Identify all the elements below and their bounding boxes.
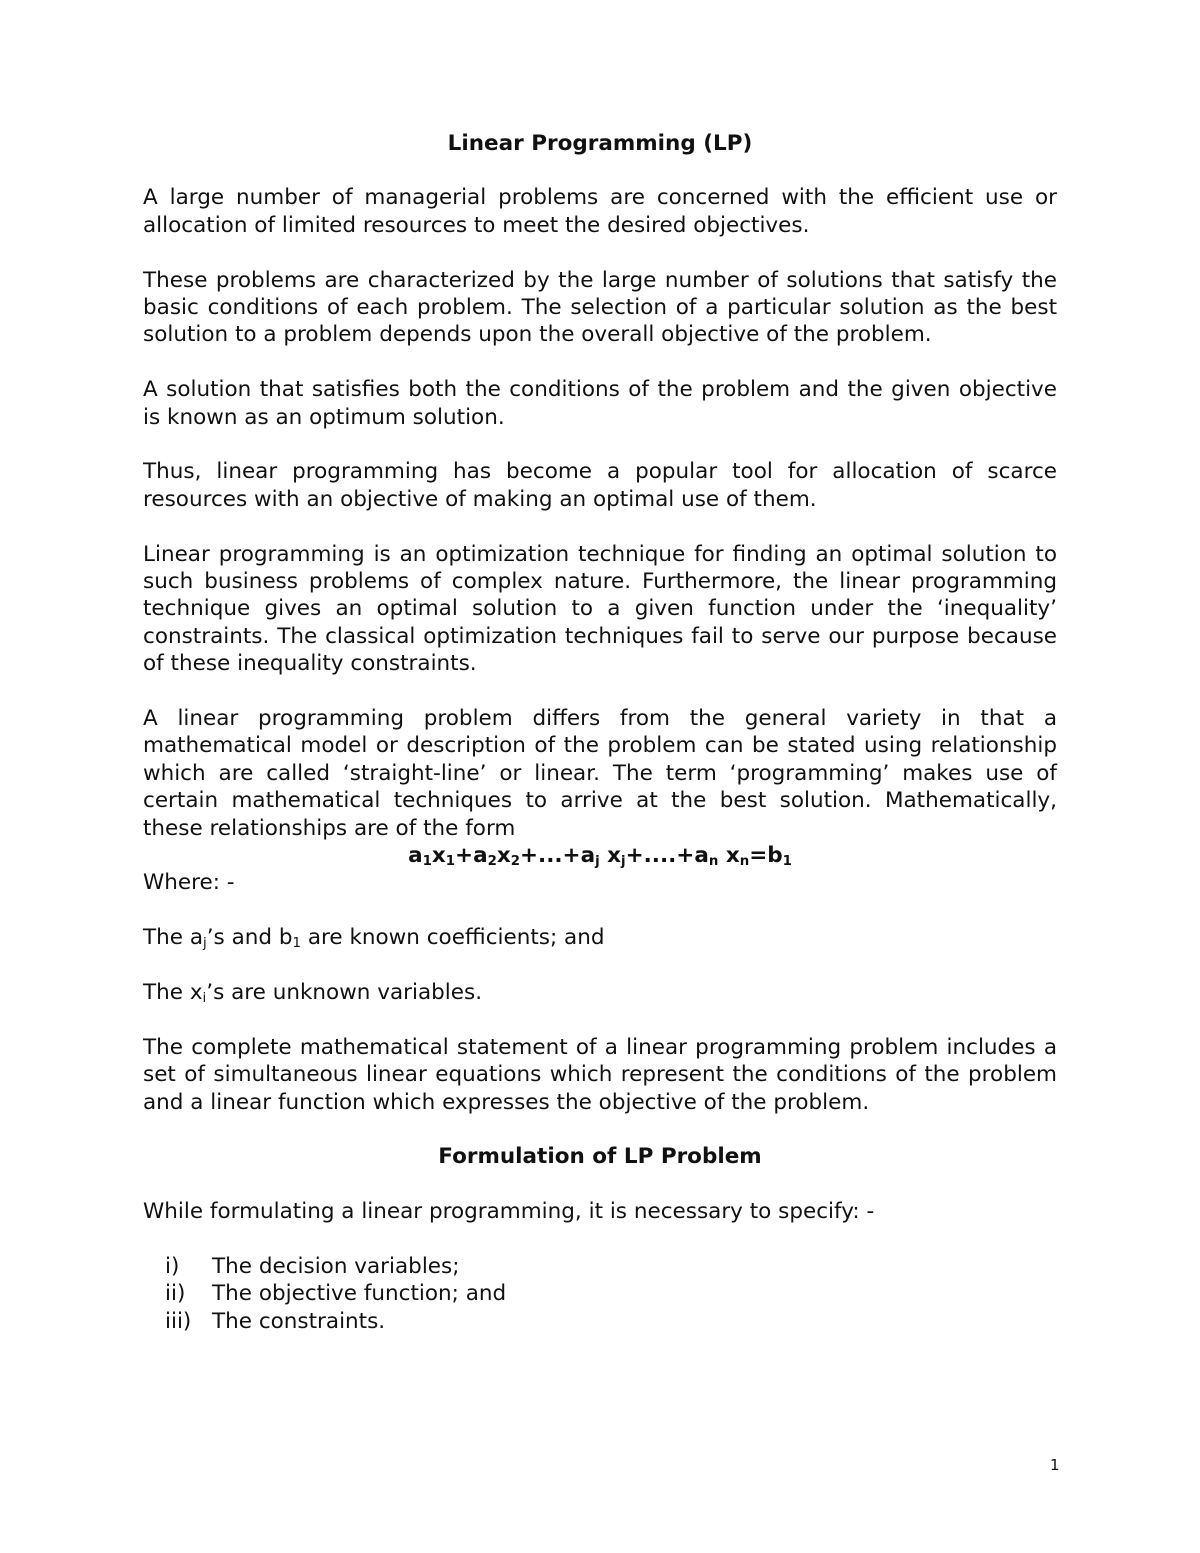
list-marker: i) bbox=[165, 1254, 180, 1280]
linear-equation-formula: $a_1x_1+a_2x_2+...+a_j$ $x_j+....+a_n$ $x_n=b_1$ bbox=[408, 843, 792, 869]
list-marker: ii) bbox=[165, 1281, 186, 1307]
paragraph-optimum-solution: A solution that satisfies both the conditions of the problem and the given objective is known as an optimum solution. bbox=[143, 377, 1057, 430]
list-item bbox=[165, 1253, 1057, 1280]
paragraph-linear-model: A linear programming problem differs from the general variety in that a mathematical model or description of the problem can be stated using relationship which are called ‘straight-line’ or linear. The term ‘programming’ makes use of certain mathematical techniques to arrive at the best solution. Mathematically, these relationships are of the form bbox=[143, 706, 1057, 841]
variables-line: The $x_i’s$ are unknown variables. bbox=[143, 980, 483, 1006]
where-label: Where: - bbox=[143, 870, 235, 896]
list-item-text: The objective function; and bbox=[212, 1281, 507, 1307]
section-title-formulation: Formulation of LP Problem bbox=[438, 1144, 762, 1170]
list-item-text: The decision variables; bbox=[212, 1254, 460, 1280]
paragraph-characteristics: These problems are characterized by the large number of solutions that satisfy the basic conditions of each problem. The selection of a particular solution as the best solution to a problem depends upon the overall objective of the problem. bbox=[143, 267, 1057, 348]
paragraph-formulation-intro: While formulating a linear programming, it is necessary to specify: - bbox=[143, 1199, 875, 1225]
paragraph-complete-statement: The complete mathematical statement of a linear programming problem includes a set of simultaneous linear equations which represent the conditions of the problem and a linear function which expresses the objective of the problem. bbox=[143, 1034, 1057, 1115]
list-item-text: The constraints. bbox=[212, 1308, 386, 1334]
document-page bbox=[143, 130, 1057, 1335]
list-item bbox=[165, 1280, 1057, 1307]
page-title: Linear Programming (LP) bbox=[447, 131, 753, 156]
coefficients-line: The $a_j’s$ and $b_1$ are known coefficients; and bbox=[143, 925, 605, 952]
paragraph-optimization-technique: Linear programming is an optimization technique for finding an optimal solution to such business problems of complex nature. Furthermore, the linear programming technique gives an optimal solution to a given function under the ‘inequality’ constraints. The classical optimization techniques fail to serve our purpose because of these inequality constraints. bbox=[143, 541, 1057, 677]
list-marker: iii) bbox=[165, 1308, 192, 1334]
formulation-list bbox=[165, 1253, 1057, 1335]
paragraph-intro: A large number of managerial problems are concerned with the efficient use or allocation of limited resources to meet the desired objectives. bbox=[143, 185, 1057, 238]
list-item bbox=[165, 1308, 1057, 1335]
page-number: 1 bbox=[1050, 1456, 1060, 1474]
paragraph-popular-tool: Thus, linear programming has become a popular tool for allocation of scarce resources with an objective of making an optimal use of them. bbox=[143, 459, 1057, 512]
